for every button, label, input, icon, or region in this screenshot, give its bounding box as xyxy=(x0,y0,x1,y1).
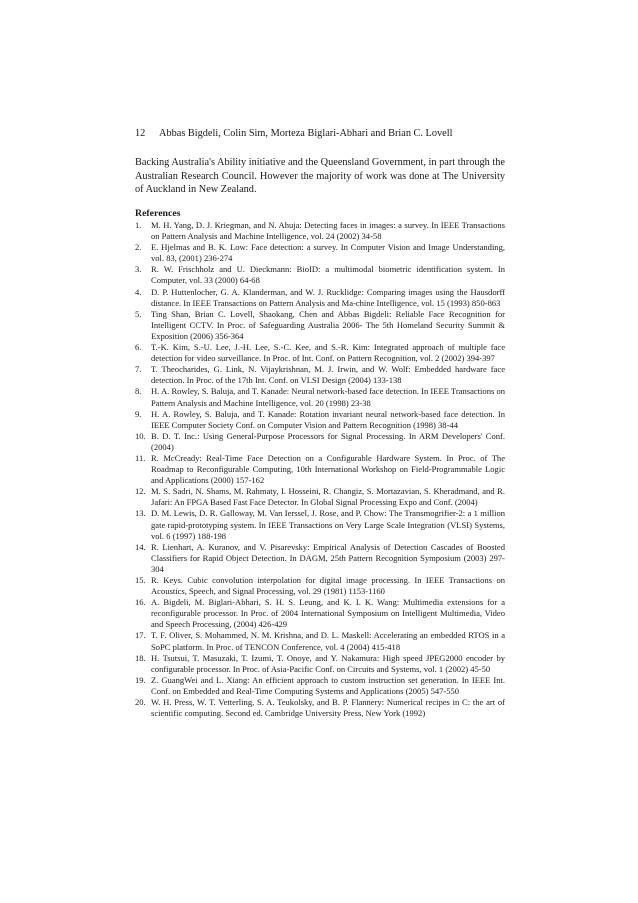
reference-number: 15. xyxy=(135,575,146,585)
reference-number: 8. xyxy=(135,386,142,397)
reference-item xyxy=(135,675,505,697)
reference-text: W. H. Press, W. T. Vetterling, S. A. Teukolsky, and B. P. Flannery: Numerical recipes in C: the art of scientific computing. Second ed. Cambridge University Press, New York (1992) xyxy=(151,697,505,719)
reference-item xyxy=(135,364,505,386)
reference-text: M. S. Sadri, N. Shams, M. Rahmaty, I. Hosseini, R. Changiz, S. Mortazavian, S. Kheradmand, and R. Jafari: An FPGA Based Fast Face Detector. In Global Signal Processing Expo and Conf. (2004) xyxy=(151,486,505,508)
reference-item xyxy=(135,287,505,309)
reference-number: 4. xyxy=(135,286,142,297)
acknowledgment-paragraph: Backing Australia's Ability initiative and the Queensland Government, in part through the Australian Research Council. However the majority of work was done at The University of Auckland in New Zealand. xyxy=(135,157,505,195)
reference-item xyxy=(135,697,505,719)
reference-text: T. F. Oliver, S. Mohammed, N. M. Krishna, and D. L. Maskell: Accelerating an embedded RTOS in a SoPC platform. In Proc. of TENCON Conference, vol. 4 (2004) 415-418 xyxy=(151,630,505,652)
running-header xyxy=(135,128,515,140)
reference-item xyxy=(135,220,505,242)
references-list xyxy=(135,220,505,719)
reference-number: 17. xyxy=(135,630,146,641)
reference-text: E. Hjelmas and B. K. Low: Face detection: a survey. In Computer Vision and Image Understanding, vol. 83, (2001) 236-274 xyxy=(151,242,505,264)
reference-number: 13. xyxy=(135,508,146,519)
reference-text: R. Keys. Cubic convolution interpolation for digital image processing. In IEEE Transactions on Acoustics, Speech, and Signal Processing, vol. 29 (1981) 1153-1160 xyxy=(151,575,505,597)
reference-text: B. D. T. Inc.: Using General-Purpose Processors for Signal Processing. In ARM Developers' Conf. (2004) xyxy=(151,430,505,452)
reference-item xyxy=(135,542,505,575)
reference-item xyxy=(135,342,505,364)
reference-text: R. W. Frischholz and U. Dieckmann: BioID: a multimodal biometric identification system. In Computer, vol. 33 (2000) 64-68 xyxy=(151,264,505,286)
reference-number: 14. xyxy=(135,541,146,552)
reference-number: 11. xyxy=(135,452,146,463)
reference-number: 10. xyxy=(135,430,146,441)
reference-text: Z. GuangWei and L. Xiang: An efficient approach to custom instruction set generation. In IEEE Int. Conf. on Embedded and Real-Time Computing Systems and Applications (2005) 547-550 xyxy=(151,674,505,696)
reference-number: 5. xyxy=(135,308,142,319)
references-heading: References xyxy=(135,208,181,219)
reference-number: 6. xyxy=(135,342,142,353)
reference-number: 9. xyxy=(135,408,142,419)
reference-text: M. H. Yang, D. J. Kriegman, and N. Ahuja: Detecting faces in images: a survey. In IEEE Transactions on Pattern Analysis and Machine Intelligence, vol. 24 (2002) 34-58 xyxy=(151,220,505,242)
reference-number: 19. xyxy=(135,674,146,685)
reference-text: R. Lienhart, A. Kuranov, and V. Pisarevsky: Empirical Analysis of Detection Cascades of Boosted Classifiers for Rapid Object Detection. In DAGM, 25th Pattern Recognition Symposium (2003) 297-304 xyxy=(151,541,505,574)
reference-item xyxy=(135,386,505,408)
reference-item xyxy=(135,653,505,675)
reference-item xyxy=(135,508,505,541)
reference-text: T. Theocharides, G. Link, N. Vijaykrishnan, M. J. Irwin, and W. Wolf: Embedded hardware face detection. In Proc. of the 17th Int. Conf. on VLSI Design (2004) 133-138 xyxy=(151,364,505,386)
running-header-authors: Abbas Bigdeli, Colin Sim, Morteza Biglari-Abhari and Brian C. Lovell xyxy=(159,128,453,139)
reference-item xyxy=(135,630,505,652)
reference-text: H. A. Rowley, S. Baluja, and T. Kanade: Rotation invariant neural network-based face detection. In IEEE Computer Society Conf. on Computer Vision and Pattern Recognition (1998) 38-44 xyxy=(151,408,505,430)
reference-item xyxy=(135,575,505,597)
reference-text: D. P. Huttenlocher, G. A. Klanderman, and W. J. Rucklidge: Comparing images using the Hausdorff distance. In IEEE Transactions on Pattern Analysis and Ma-chine Intelligence, vol. 15 (1993) 850-863 xyxy=(151,286,505,308)
reference-number: 1. xyxy=(135,220,142,230)
reference-text: H. Tsutsui, T. Masuzaki, T. Izumi, T. Onoye, and Y. Nakamura: High speed JPEG2000 encoder by configurable processor. In Proc. of Asia-Pacific Conf. on Circuits and Systems, vol. 1 (2002) 45-50 xyxy=(151,652,505,674)
reference-item xyxy=(135,309,505,342)
reference-item xyxy=(135,409,505,431)
reference-number: 7. xyxy=(135,364,142,375)
reference-number: 20. xyxy=(135,697,146,708)
reference-item xyxy=(135,597,505,630)
reference-text: T.-K. Kim, S.-U. Lee, J.-H. Lee, S.-C. Kee, and S.-R. Kim: Integrated approach of multiple face detection for video surveillance. In Proc. of Int. Conf. on Pattern Recognition, vol. 2 (2002) 394-397 xyxy=(151,342,505,364)
reference-number: 12. xyxy=(135,486,146,497)
reference-item xyxy=(135,431,505,453)
reference-item xyxy=(135,264,505,286)
reference-item xyxy=(135,453,505,486)
reference-text: A. Bigdeli, M. Biglari-Abhari, S. H. S. Leung, and K. I. K. Wang: Multimedia extensions for a reconfigurable processor. In Proc. of 2004 International Symposium on Intelligent Multimedia, Video and Speech Processing, (2004) 426-429 xyxy=(151,597,505,630)
page-number: 12 xyxy=(135,128,146,139)
reference-text: H. A. Rowley, S. Baluja, and T. Kanade: Neural network-based face detection. In IEEE Transactions on Pattern Analysis and Machine Intelligence, vol. 20 (1998) 23-38 xyxy=(151,386,505,408)
reference-number: 2. xyxy=(135,242,142,253)
reference-text: D. M. Lewis, D. R. Galloway, M. Van Ierssel, J. Rose, and P. Chow: The Transmogrifier-2: a 1 million gate rapid-prototyping system. In IEEE Transactions on Very Large Scale Integration (VLSI) Systems, vol. 6 (1997) 188-198 xyxy=(151,508,505,541)
reference-item xyxy=(135,486,505,508)
reference-number: 3. xyxy=(135,264,142,275)
reference-text: Ting Shan, Brian C. Lovell, Shaokang, Chen and Abbas Bigdeli: Reliable Face Recognition for Intelligent CCTV. In Proc. of Safeguarding Australia 2006- The 5th Homeland Security Summit & Exposition (2006) 356-364 xyxy=(151,308,505,341)
reference-number: 16. xyxy=(135,597,146,608)
reference-number: 18. xyxy=(135,652,146,663)
reference-text: R. McCready: Real-Time Face Detection on a Configurable Hardware System. In Proc. of The Roadmap to Reconfigurable Computing, 10th International Workshop on Field-Programmable Logic and Applications (2000) 157-162 xyxy=(151,452,505,486)
reference-item xyxy=(135,242,505,264)
